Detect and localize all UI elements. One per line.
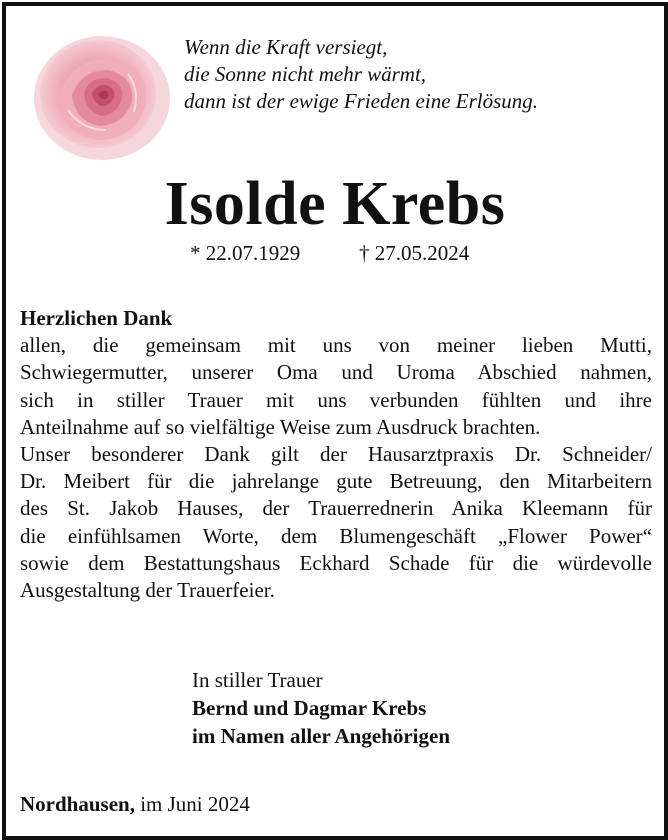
thanks-line: Dr. Meibert für die jahrelange gute Betreuung, den Mitarbeitern <box>20 469 652 494</box>
signature-family: im Namen aller Angehörigen <box>192 724 451 748</box>
thanks-line: sich in stiller Trauer mit uns verbunden fühlten und ihre <box>20 387 652 412</box>
birth-date: * 22.07.1929 <box>190 241 301 265</box>
thanks-line: Anteilnahme auf so vielfältige Weise zum Ausdruck brachten. <box>20 414 541 439</box>
thanks-line: des St. Jakob Hauses, der Trauerrednerin Anika Kleemann für <box>20 496 652 521</box>
signature-block <box>192 666 450 750</box>
thanks-line: Ausgestaltung der Trauerfeier. <box>20 578 275 603</box>
death-date: † 27.05.2024 <box>359 241 470 265</box>
thanks-line: allen, die gemeinsam mit uns von meiner lieben Mutti, <box>20 333 652 358</box>
thanks-line: sowie dem Bestattungshaus Eckhard Schade für die würdevolle <box>20 550 652 575</box>
thanks-heading: Herzlichen Dank <box>20 306 173 330</box>
thanks-line: Unser besonderer Dank gilt der Hausarztpraxis Dr. Schneider/ <box>20 442 652 467</box>
pink-rose-icon <box>28 30 176 164</box>
signature-names: Bernd und Dagmar Krebs <box>192 696 427 720</box>
signature-intro: In stiller Trauer <box>192 668 323 692</box>
poem <box>184 34 538 115</box>
poem-line-3: dann ist der ewige Frieden eine Erlösung. <box>184 89 539 113</box>
place-month: im Juni 2024 <box>134 792 250 816</box>
thanks-line: die einfühlsamen Worte, dem Blumengeschäft „Flower Power“ <box>20 523 652 548</box>
thanks-line: Schwiegermutter, unserer Oma und Uroma Abschied nahmen, <box>20 360 652 385</box>
thanks-text <box>20 305 652 604</box>
poem-line-1: Wenn die Kraft versiegt, <box>184 35 388 59</box>
deceased-name: Isolde Krebs <box>164 170 506 238</box>
place-city: Nordhausen, <box>20 792 135 816</box>
poem-line-2: die Sonne nicht mehr wärmt, <box>184 62 427 86</box>
place-date <box>20 792 250 817</box>
obituary-card <box>2 2 668 840</box>
